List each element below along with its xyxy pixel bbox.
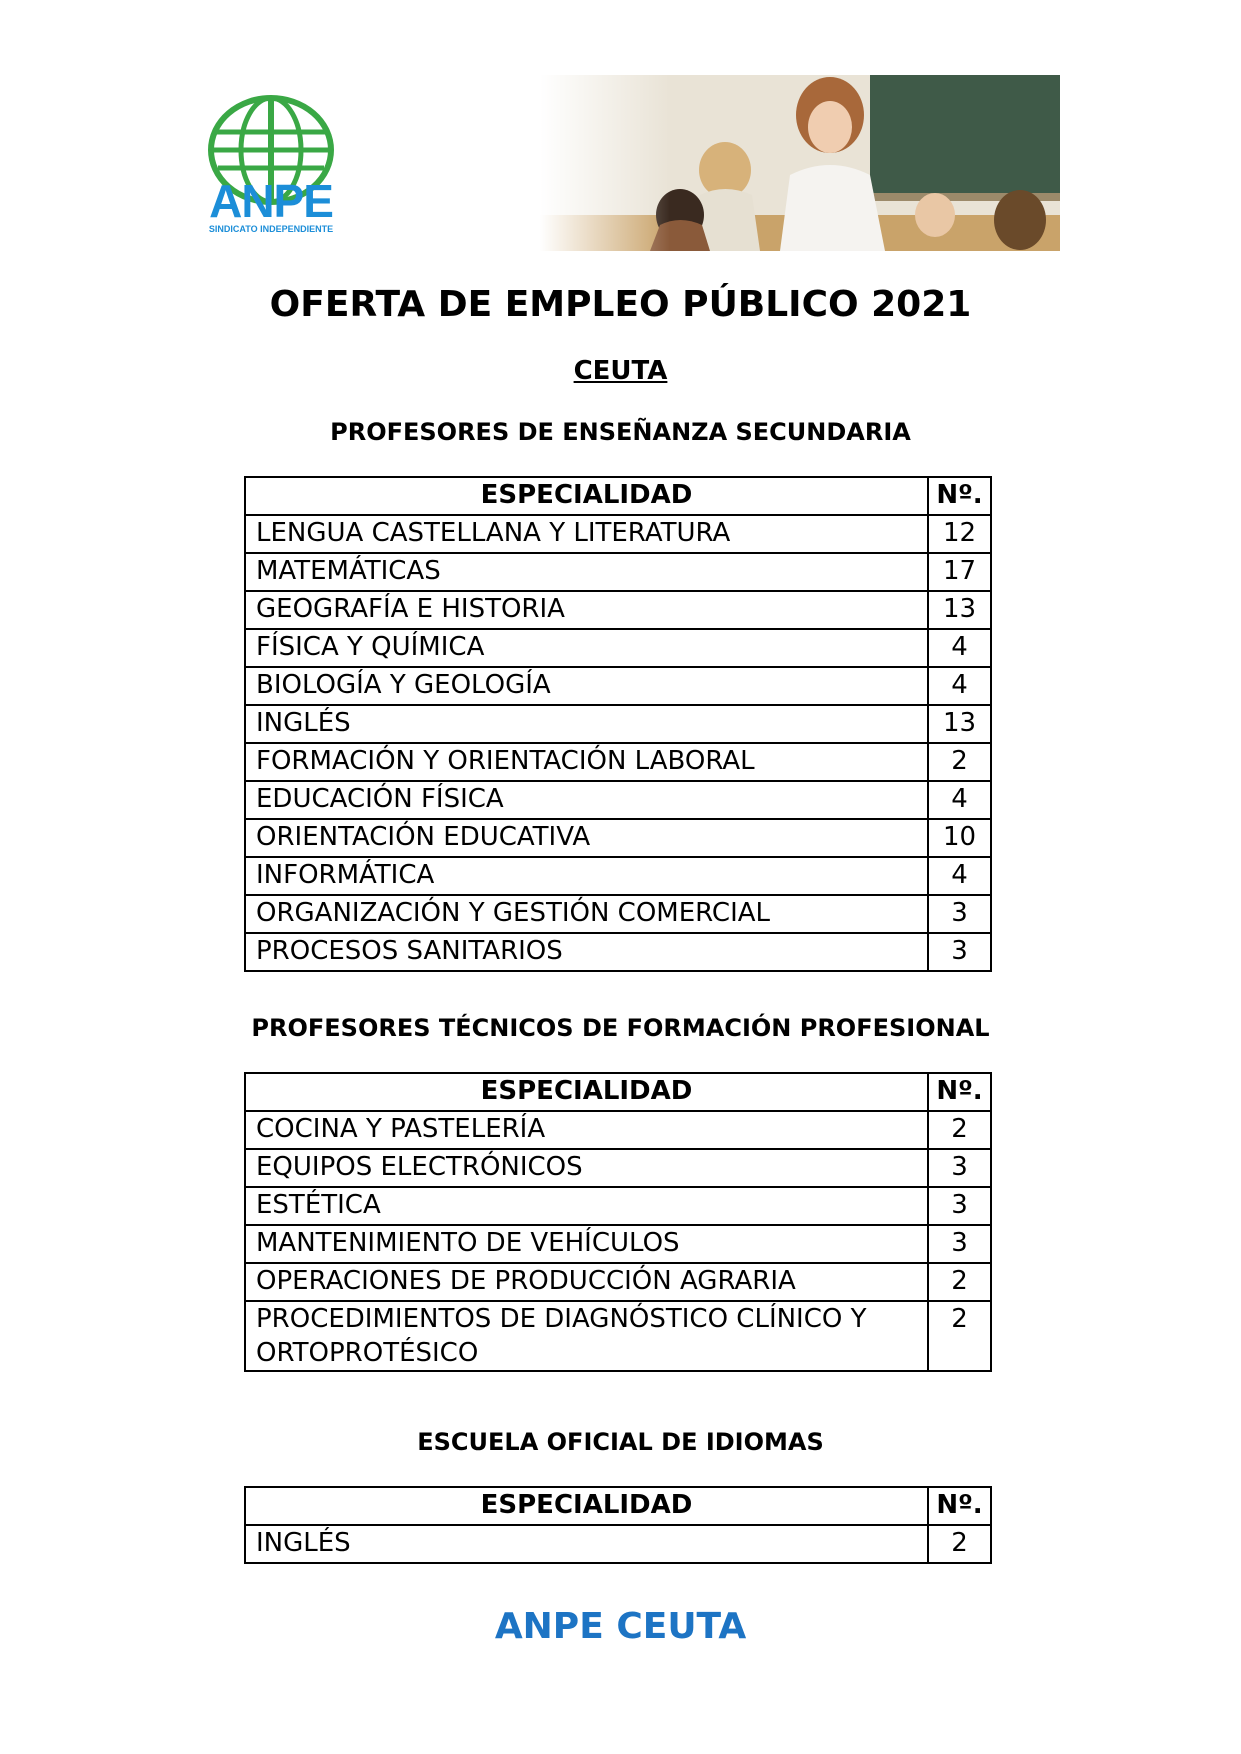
table-row <box>245 1111 991 1149</box>
specialty-cell: COCINA Y PASTELERÍA <box>245 1111 928 1149</box>
number-cell: 3 <box>928 933 991 971</box>
table-row <box>245 1525 991 1563</box>
number-column-header: Nº. <box>928 1487 991 1525</box>
offer-table-fp <box>244 1072 992 1372</box>
number-column-header: Nº. <box>928 1073 991 1111</box>
section-heading: ESCUELA OFICIAL DE IDIOMAS <box>417 1428 824 1456</box>
number-cell: 2 <box>928 743 991 781</box>
number-cell: 4 <box>928 781 991 819</box>
specialty-cell: INFORMÁTICA <box>245 857 928 895</box>
table-row <box>245 1187 991 1225</box>
table-row <box>245 1263 991 1301</box>
specialty-cell: FORMACIÓN Y ORIENTACIÓN LABORAL <box>245 743 928 781</box>
table-row <box>245 819 991 857</box>
number-cell: 3 <box>928 895 991 933</box>
specialty-cell: MATEMÁTICAS <box>245 553 928 591</box>
number-cell: 3 <box>928 1149 991 1187</box>
table-row <box>245 857 991 895</box>
specialty-cell: ORIENTACIÓN EDUCATIVA <box>245 819 928 857</box>
table-header-row <box>245 1487 991 1525</box>
table-row <box>245 781 991 819</box>
number-cell: 13 <box>928 591 991 629</box>
specialty-cell: OPERACIONES DE PRODUCCIÓN AGRARIA <box>245 1263 928 1301</box>
document-title: OFERTA DE EMPLEO PÚBLICO 2021 <box>269 284 972 325</box>
table-row <box>245 1301 991 1371</box>
number-cell: 10 <box>928 819 991 857</box>
number-cell: 17 <box>928 553 991 591</box>
city-heading: CEUTA <box>573 356 668 386</box>
table-row <box>245 667 991 705</box>
number-cell: 4 <box>928 629 991 667</box>
specialty-cell: EQUIPOS ELECTRÓNICOS <box>245 1149 928 1187</box>
specialty-cell: INGLÉS <box>245 1525 928 1563</box>
number-cell: 4 <box>928 857 991 895</box>
specialty-column-header: ESPECIALIDAD <box>245 1073 928 1111</box>
number-cell: 3 <box>928 1187 991 1225</box>
number-column-header: Nº. <box>928 477 991 515</box>
number-cell: 2 <box>928 1111 991 1149</box>
specialty-cell: PROCESOS SANITARIOS <box>245 933 928 971</box>
number-cell: 4 <box>928 667 991 705</box>
table-header-row <box>245 1073 991 1111</box>
table-row <box>245 591 991 629</box>
specialty-cell: LENGUA CASTELLANA Y LITERATURA <box>245 515 928 553</box>
table-row <box>245 705 991 743</box>
section-heading: PROFESORES TÉCNICOS DE FORMACIÓN PROFESIONAL <box>251 1014 990 1042</box>
classroom-photo <box>540 75 1060 251</box>
number-cell: 13 <box>928 705 991 743</box>
number-cell: 12 <box>928 515 991 553</box>
specialty-cell: ORGANIZACIÓN Y GESTIÓN COMERCIAL <box>245 895 928 933</box>
offer-table-secundaria <box>244 476 992 972</box>
specialty-column-header: ESPECIALIDAD <box>245 1487 928 1525</box>
table-row <box>245 743 991 781</box>
specialty-cell: FÍSICA Y QUÍMICA <box>245 629 928 667</box>
specialty-cell: PROCEDIMIENTOS DE DIAGNÓSTICO CLÍNICO Y ORTOPROTÉSICO <box>245 1301 928 1371</box>
number-cell: 2 <box>928 1525 991 1563</box>
specialty-cell: INGLÉS <box>245 705 928 743</box>
number-cell: 3 <box>928 1225 991 1263</box>
table-row <box>245 895 991 933</box>
footer-brand: ANPE CEUTA <box>494 1606 747 1647</box>
table-row <box>245 553 991 591</box>
specialty-cell: EDUCACIÓN FÍSICA <box>245 781 928 819</box>
specialty-cell: ESTÉTICA <box>245 1187 928 1225</box>
logo-wordmark: ANPE <box>209 175 333 227</box>
number-cell: 2 <box>928 1263 991 1301</box>
specialty-cell: GEOGRAFÍA E HISTORIA <box>245 591 928 629</box>
offer-table-eoi <box>244 1486 992 1564</box>
table-row <box>245 629 991 667</box>
table-row <box>245 1225 991 1263</box>
table-row <box>245 933 991 971</box>
table-row <box>245 515 991 553</box>
logo-subtitle: SINDICATO INDEPENDIENTE <box>208 224 334 234</box>
specialty-cell: MANTENIMIENTO DE VEHÍCULOS <box>245 1225 928 1263</box>
section-heading: PROFESORES DE ENSEÑANZA SECUNDARIA <box>330 418 911 446</box>
specialty-cell: BIOLOGÍA Y GEOLOGÍA <box>245 667 928 705</box>
specialty-column-header: ESPECIALIDAD <box>245 477 928 515</box>
number-cell: 2 <box>928 1301 991 1371</box>
table-header-row <box>245 477 991 515</box>
table-row <box>245 1149 991 1187</box>
